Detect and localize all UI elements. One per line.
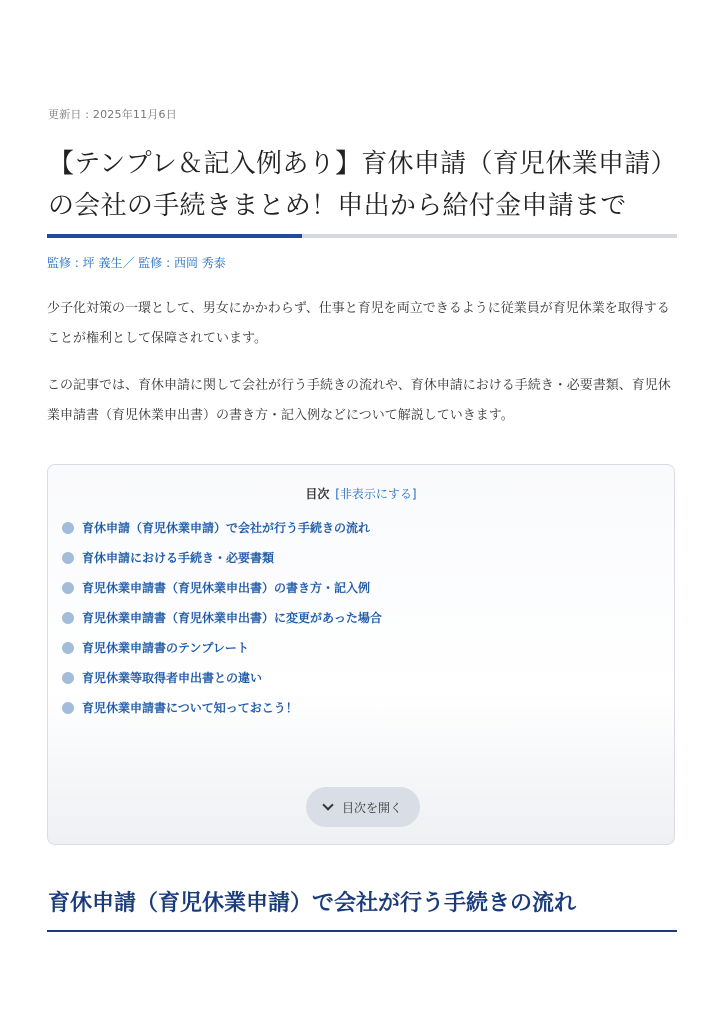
toc-item-label: 育児休業申請書について知っておこう！	[82, 701, 298, 715]
toc-item[interactable]	[62, 667, 382, 697]
toc-item[interactable]	[62, 517, 382, 547]
toc-open-button[interactable]	[306, 787, 420, 827]
toc-title: 目次	[305, 487, 330, 501]
toc-item-label: 育休申請（育児休業申請）で会社が行う手続きの流れ	[82, 521, 371, 535]
table-of-contents	[47, 464, 675, 845]
supervisor-credits[interactable]: 監修 : 坪 義生／ 監修 : 西岡 秀泰	[47, 256, 226, 270]
bullet-icon	[62, 582, 74, 594]
toc-open-label: 目次を開く	[341, 800, 402, 815]
toc-item[interactable]	[62, 697, 382, 727]
intro-paragraph-1: 少子化対策の一環として、男女にかかわらず、仕事と育児を両立できるように従業員が育児休業を取得することが権利として保障されています。	[47, 301, 670, 346]
toc-item[interactable]	[62, 607, 382, 637]
title-underline-accent	[47, 234, 302, 238]
toc-list	[62, 517, 382, 727]
updated-date: 更新日 : 2025年11月6日	[48, 108, 177, 121]
toc-item-label: 育児休業等取得者申出書との違い	[82, 671, 263, 685]
title-underline	[47, 234, 677, 238]
bullet-icon	[62, 612, 74, 624]
chevron-down-icon	[322, 799, 333, 810]
section-heading: 育休申請（育児休業申請）で会社が行う手続きの流れ	[48, 891, 577, 916]
bullet-icon	[62, 702, 74, 714]
toc-item-label: 育休申請における手続き・必要書類	[82, 551, 275, 565]
toc-item[interactable]	[62, 637, 382, 667]
toc-item-label: 育児休業申請書（育児休業申出書）の書き方・記入例	[82, 581, 371, 595]
toc-item[interactable]	[62, 577, 382, 607]
intro-paragraph-2: この記事では、育休申請に関して会社が行う手続きの流れや、育休申請における手続き・必要書類、育児休業申請書（育児休業申出書）の書き方・記入例などについて解説していきます。	[47, 378, 671, 423]
toc-header	[48, 485, 674, 502]
bullet-icon	[62, 672, 74, 684]
bullet-icon	[62, 642, 74, 654]
bullet-icon	[62, 552, 74, 564]
toc-item[interactable]	[62, 547, 382, 577]
bullet-icon	[62, 522, 74, 534]
section-divider	[47, 930, 677, 932]
toc-item-label: 育児休業申請書（育児休業申出書）に変更があった場合	[82, 611, 382, 625]
toc-hide-toggle[interactable]: [非表示にする]	[335, 487, 417, 501]
article-title: 【テンプレ＆記入例あり】育休申請（育児休業申請）の会社の手続きまとめ！申出から給付金申請まで	[48, 149, 677, 221]
toc-item-label: 育児休業申請書のテンプレート	[82, 641, 249, 655]
